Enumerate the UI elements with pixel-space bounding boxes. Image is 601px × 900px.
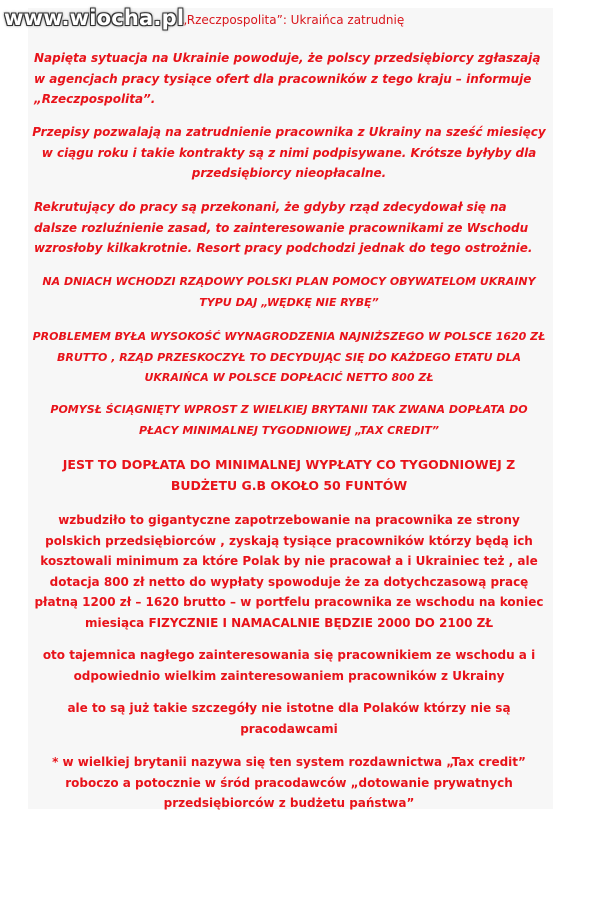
paragraph-7: JEST TO DOPŁATA DO MINIMALNEJ WYPŁATY CO TYGODNIOWEJ Z BUDŻETU G.B OKOŁO 50 FUNTÓW <box>62 457 516 493</box>
paragraph-4: NA DNIACH WCHODZI RZĄDOWY POLSKI PLAN POMOCY OBYWATELOM UKRAINY TYPU DAJ „WĘDKĘ NIE RYBĘ” <box>42 275 536 309</box>
paragraph-3: Rekrutujący do pracy są przekonani, że gdyby rząd zdecydował się na dalsze rozluźnienie zasad, to zainteresowanie pracownikami ze Wschodu wzrosłoby kilkakrotnie. Resort pracy podchodzi jednak do tego ostrożnie. <box>34 200 533 255</box>
article-title: „Rzeczpospolita”: Ukraińca zatrudnię <box>181 13 405 27</box>
paragraph-1: Napięta sytuacja na Ukrainie powoduje, że polscy przedsiębiorcy zgłaszają w agencjach pracy tysiące ofert dla pracowników z tego kraju – informuje „Rzeczpospolita”. <box>34 51 541 106</box>
paragraph-11: * w wielkiej brytanii nazywa się ten system rozdawnictwa „Tax credit” roboczo a potocznie w śród pracodawców „dotowanie prywatnych przedsiębiorców z budżetu państwa” <box>52 755 526 810</box>
paragraph-6: POMYSŁ ŚCIĄGNIĘTY WPROST Z WIELKIEJ BRYTANII TAK ZWANA DOPŁATA DO PŁACY MINIMALNEJ TYGODNIOWEJ „TAX CREDIT” <box>50 403 528 437</box>
paragraph-10: ale to są już takie szczegóły nie istotne dla Polaków którzy nie są pracodawcami <box>67 701 511 736</box>
paragraph-2: Przepisy pozwalają na zatrudnienie pracownika z Ukrainy na sześć miesięcy w ciągu roku i takie kontrakty są z nimi podpisywane. Krótsze byłyby dla przedsiębiorcy nieopłacalne. <box>32 125 546 180</box>
site-watermark: www.wiocha.pl <box>4 6 185 30</box>
paragraph-9: oto tajemnica nagłego zainteresowania się pracownikiem ze wschodu a i odpowiednio wielkim zainteresowaniem pracowników z Ukrainy <box>42 648 536 683</box>
paragraph-8: wzbudziło to gigantyczne zapotrzebowanie na pracownika ze strony polskich przedsiębiorców , zyskają tysiące pracowników którzy będą ich kosztowali minimum za które Polak by nie pracował a i Ukrainiec też , ale dotacja 800 zł netto do wypłaty spowoduje że za dotychczasową pracę płatną 1200 zł – 1620 brutto – w portfelu pracownika ze wschodu na koniec miesiąca FIZYCZNIE I NAMACALNIE BĘDZIE 2000 DO 2100 ZŁ <box>34 513 544 630</box>
paragraph-5: PROBLEMEM BYŁA WYSOKOŚĆ WYNAGRODZENIA NAJNIŻSZEGO W POLSCE 1620 ZŁ BRUTTO , RZĄD PRZESKOCZYŁ TO DECYDUJĄC SIĘ DO KAŻDEGO ETATU DLA UKRAIŃCA W POLSCE DOPŁACIĆ NETTO 800 ZŁ <box>32 330 546 384</box>
